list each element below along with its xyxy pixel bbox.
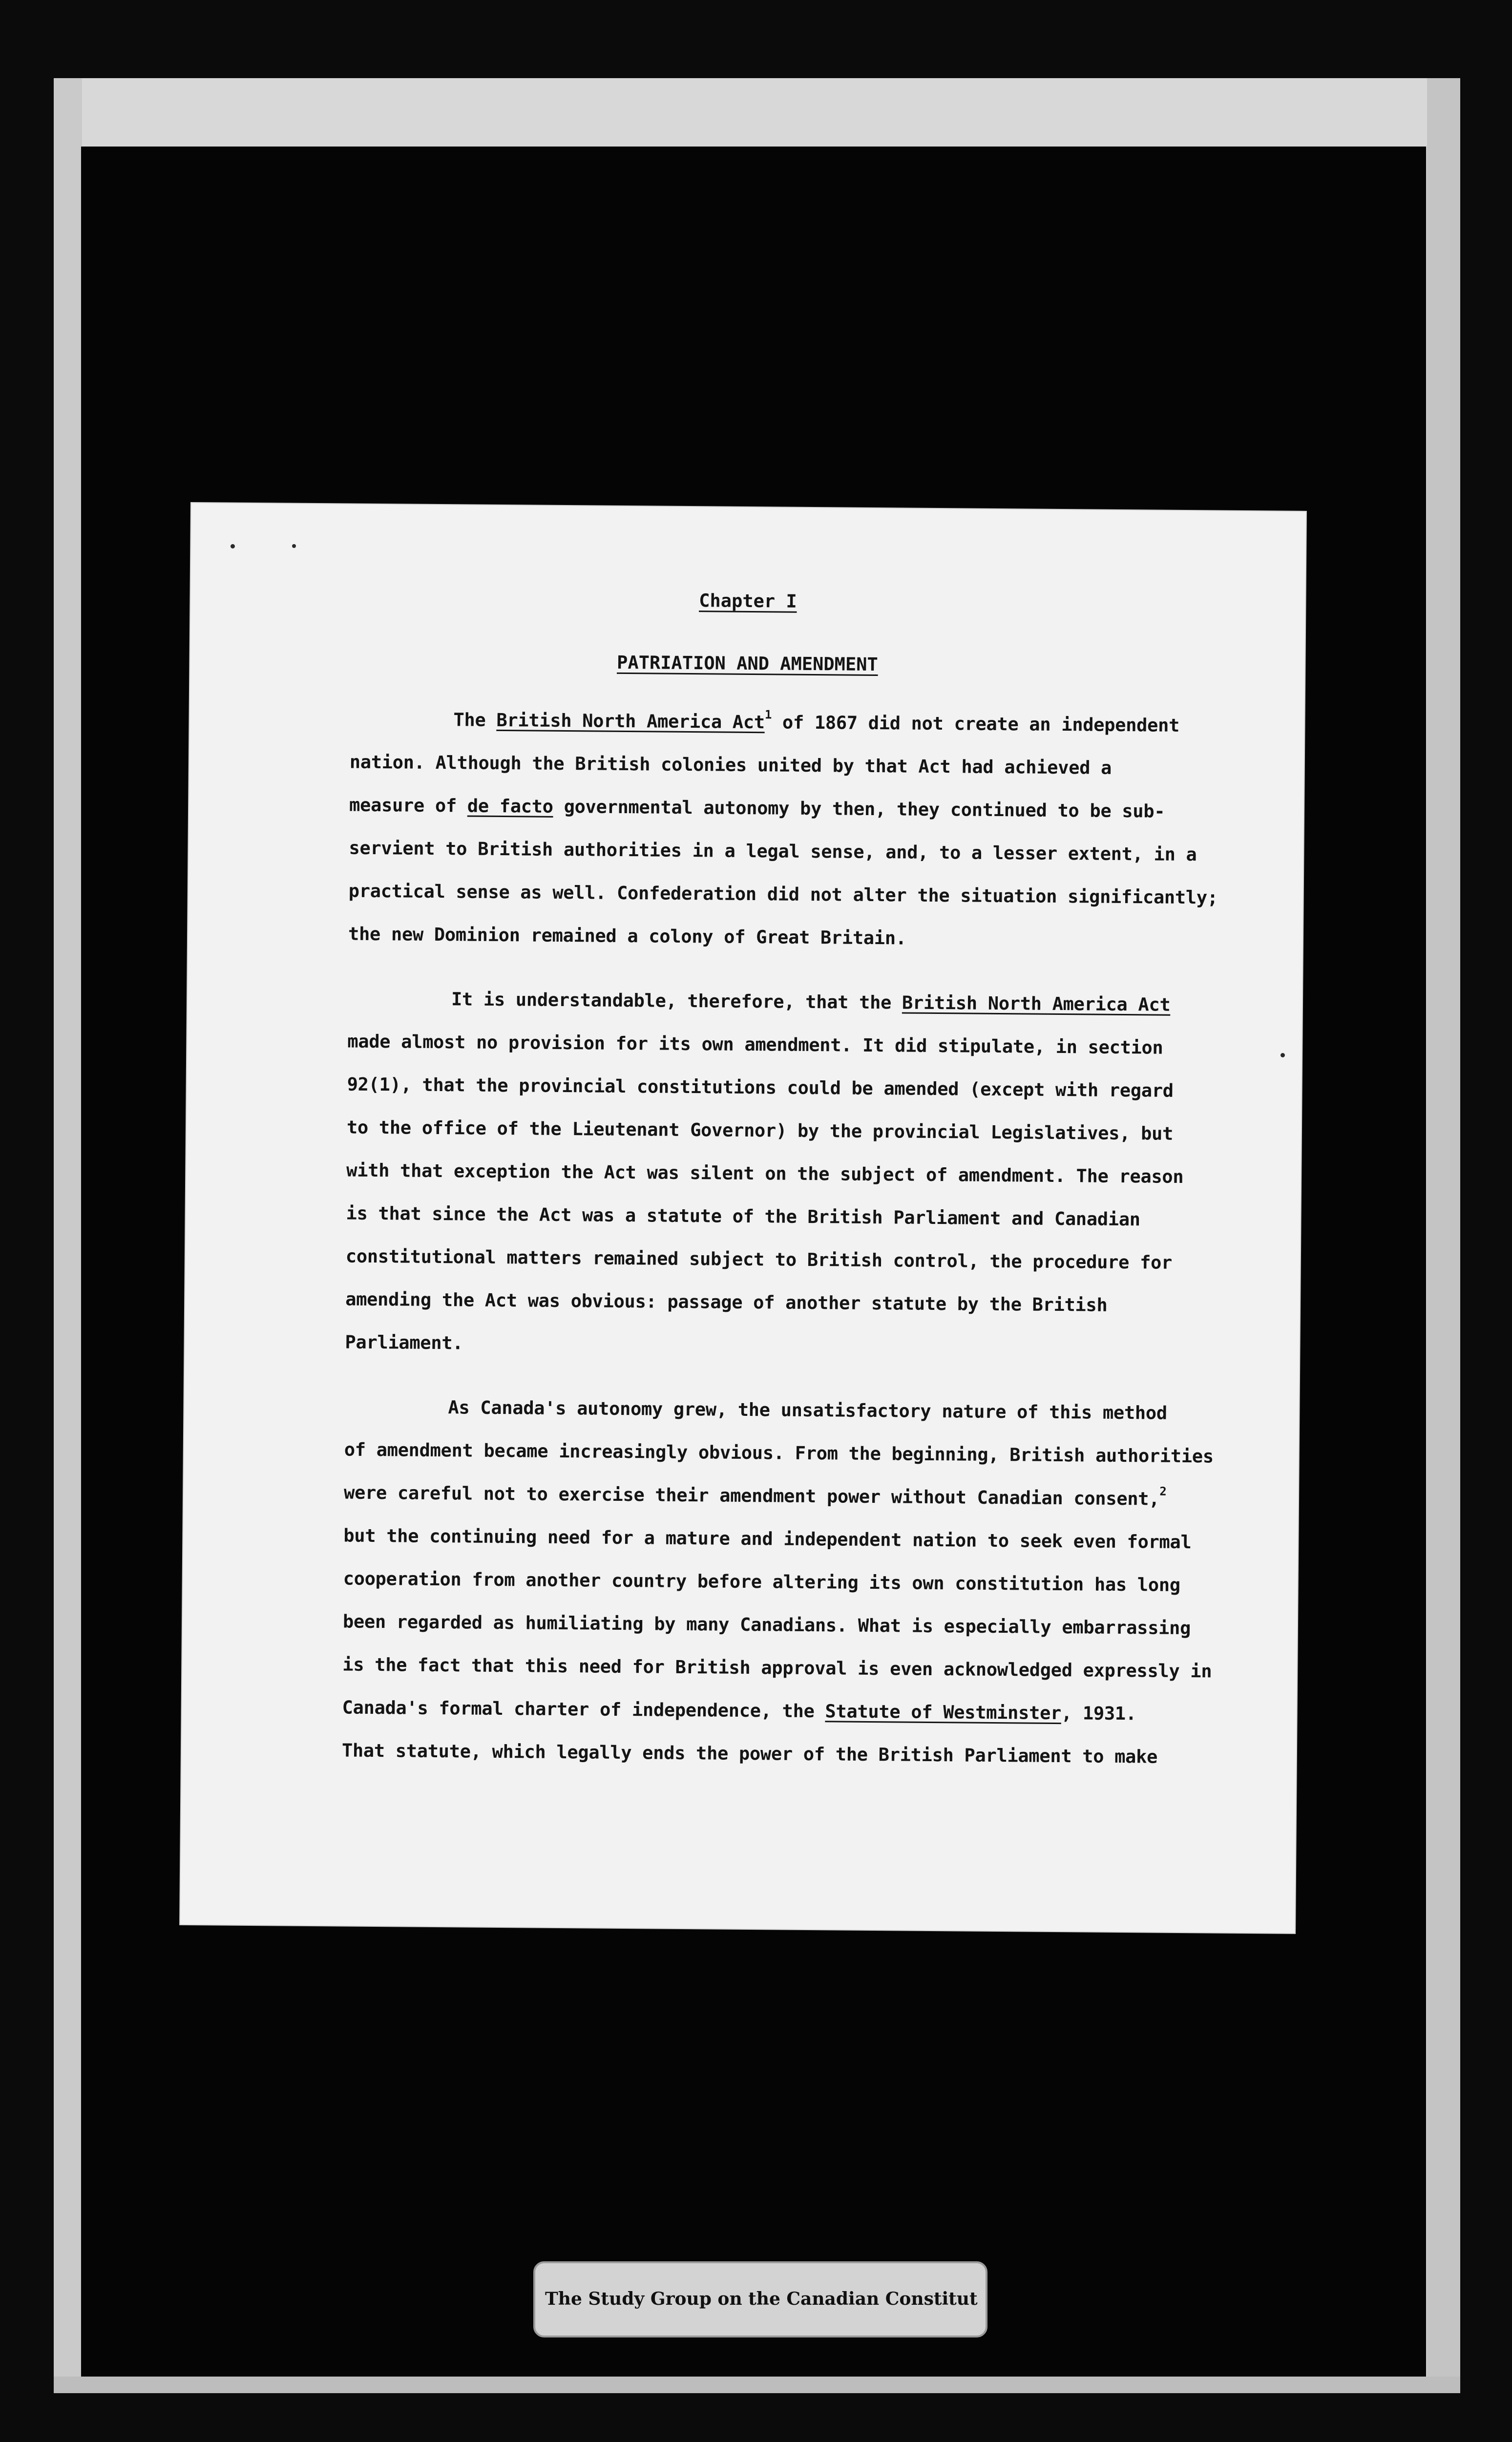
- underlined-title: Statute of Westminster: [825, 1701, 1062, 1724]
- underlined-term: de facto: [467, 795, 553, 817]
- text-line: nation. Although the British colonies united by that Act had achieved a: [349, 751, 1112, 779]
- document-text: [180, 503, 1306, 1933]
- collection-label: [533, 2261, 987, 2337]
- text-line: Parliament.: [345, 1331, 463, 1354]
- footnote-marker: 1: [764, 708, 772, 722]
- text-line: the new Dominion remained a colony of Great Britain.: [348, 923, 906, 949]
- scan-speck: [1281, 1053, 1285, 1057]
- underlined-title: British North America Act: [902, 992, 1171, 1015]
- text-line: amending the Act was obvious: passage of another statute by the British: [345, 1288, 1108, 1316]
- footnote-marker: 2: [1159, 1484, 1167, 1498]
- text-line: As Canada's autonomy grew, the unsatisfactory nature of this method: [448, 1397, 1167, 1424]
- text-line: That statute, which legally ends the power of the British Parliament to make: [341, 1740, 1158, 1768]
- text-line: with that exception the Act was silent on the subject of amendment. The reason: [346, 1159, 1184, 1187]
- text-line: cooperation from another country before altering its own constitution has long: [343, 1568, 1180, 1596]
- text-line: The British North America Act$^1$ of 1867 did not create an independent: [453, 708, 1180, 736]
- text-line: were careful not to exercise their amendment power without Canadian consent,$^2$: [343, 1482, 1167, 1510]
- text-line: 92(1), that the provincial constitutions could be amended (except with regard: [347, 1074, 1174, 1101]
- scan-speck: [231, 544, 235, 548]
- text-line: It is understandable, therefore, that the British North America Act: [451, 989, 1171, 1015]
- text-line: constitutional matters remained subject to British control, the procedure for: [345, 1245, 1173, 1273]
- chapter-title: [190, 586, 1305, 616]
- film-top-edge: [54, 78, 1460, 147]
- section-heading-text: PATRIATION AND AMENDMENT: [616, 652, 878, 675]
- document-page: [180, 503, 1306, 1933]
- film-bottom-edge: [54, 2377, 1460, 2393]
- text-line: is that since the Act was a statute of the British Parliament and Canadian: [346, 1202, 1140, 1230]
- section-heading: [190, 649, 1304, 678]
- scan-speck: [292, 544, 296, 548]
- text-line: to the office of the Lieutenant Governor) by the provincial Legislatives, but: [346, 1116, 1174, 1144]
- text-line: servient to British authorities in a legal sense, and, to a lesser extent, in a: [349, 837, 1197, 865]
- text-line: but the continuing need for a mature and independent nation to seek even formal: [343, 1525, 1192, 1553]
- text-line: of amendment became increasingly obvious. From the beginning, British authorities: [344, 1439, 1214, 1467]
- collection-label-text: The Study Group on the Canadian Constitut: [545, 2289, 978, 2309]
- text-line: is the fact that this need for British approval is even acknowledged expressly in: [342, 1654, 1212, 1682]
- chapter-title-text: Chapter I: [699, 590, 797, 612]
- film-left-edge: [54, 78, 82, 2393]
- underlined-title: British North America Act: [496, 709, 765, 733]
- text-line: made almost no provision for its own amendment. It did stipulate, in section: [347, 1031, 1163, 1058]
- text-line: practical sense as well. Confederation did not alter the situation significantly;: [348, 880, 1218, 908]
- text-line: Canada's formal charter of independence, the Statute of Westminster, 1931.: [342, 1697, 1137, 1725]
- text-line: been regarded as humiliating by many Canadians. What is especially embarrassing: [342, 1611, 1191, 1639]
- film-right-edge: [1427, 78, 1460, 2393]
- text-line: measure of de facto governmental autonomy by then, they continued to be sub-: [349, 794, 1165, 822]
